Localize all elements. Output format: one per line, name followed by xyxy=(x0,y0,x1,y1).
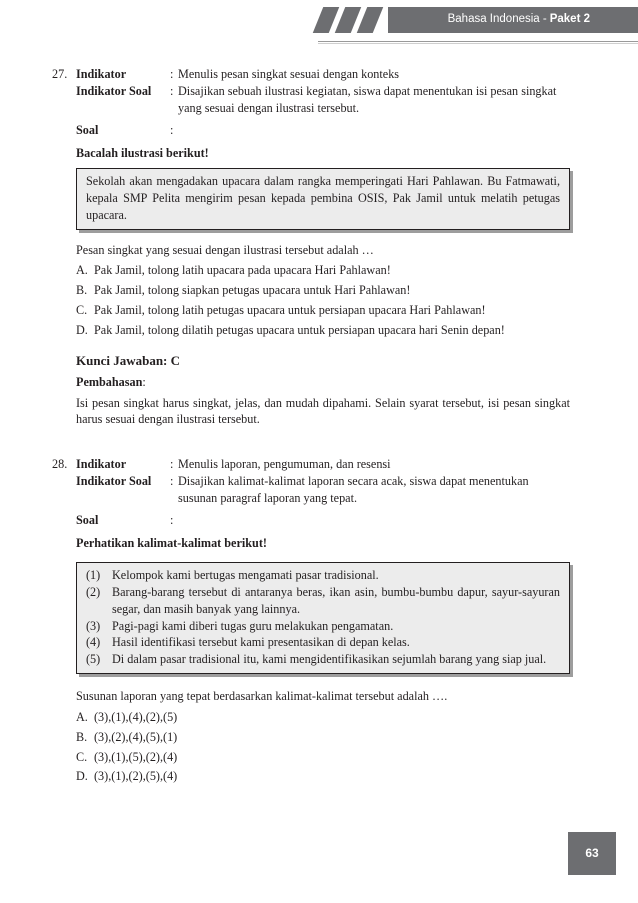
colon: : xyxy=(170,457,174,471)
q28-indikator-soal-row xyxy=(76,473,570,507)
option-c: C. Pak Jamil, tolong latih petugas upacara untuk persiapan upacara Hari Pahlawan! xyxy=(76,303,486,318)
indikator-soal-value: Disajikan kalimat-kalimat laporan secara acak, siswa dapat menentukan susunan paragraf laporan yang tepat. xyxy=(178,473,529,505)
indikator-label: Indikator xyxy=(76,67,127,81)
question-27 xyxy=(52,66,570,428)
indikator-value: Menulis pesan singkat sesuai dengan konteks xyxy=(178,67,400,81)
indikator-soal-value: Disajikan sebuah ilustrasi kegiatan, siswa dapat menentukan isi pesan singkat yang sesuai dengan ilustrasi tersebut. xyxy=(178,83,557,115)
page-number-badge xyxy=(568,832,616,875)
page-number: 63 xyxy=(585,846,599,861)
header-stripe xyxy=(357,7,384,33)
pembahasan-label: Pembahasan: xyxy=(76,374,146,389)
q28-indikator-row xyxy=(52,456,570,473)
q28-prompt: Susunan laporan yang tepat berdasarkan kalimat-kalimat tersebut adalah …. xyxy=(76,689,448,704)
sentence-item: (3) Pagi-pagi kami diberi tugas guru melakukan pengamatan. xyxy=(86,618,394,633)
indikator-soal-label: Indikator Soal xyxy=(76,83,152,98)
header-subject: Bahasa Indonesia - xyxy=(447,13,547,26)
q27-indikator-row xyxy=(52,66,570,83)
colon: : xyxy=(170,123,174,138)
question-number: 27. xyxy=(52,67,68,81)
q28-instruction: Perhatikan kalimat-kalimat berikut! xyxy=(76,536,267,551)
header-rule xyxy=(318,41,638,42)
q27-answer-key: Kunci Jawaban: C xyxy=(76,352,181,368)
option-b: B. Pak Jamil, tolong siapkan petugas upacara untuk Hari Pahlawan! xyxy=(76,283,411,298)
option-d: D. (3),(1),(2),(5),(4) xyxy=(76,769,178,784)
indikator-value: Menulis laporan, pengumuman, dan resensi xyxy=(178,457,391,471)
q27-prompt: Pesan singkat yang sesuai dengan ilustrasi tersebut adalah … xyxy=(76,242,374,257)
q27-options xyxy=(76,262,570,338)
sentence-item: (1) Kelompok kami bertugas mengamati pasar tradisional. xyxy=(86,568,379,583)
colon: : xyxy=(170,67,174,81)
indikator-soal-label: Indikator Soal xyxy=(76,473,152,488)
colon: : xyxy=(170,83,174,98)
page-header xyxy=(0,0,638,44)
colon: : xyxy=(170,513,174,528)
option-d: D. Pak Jamil, tolong dilatih petugas upacara untuk persiapan upacara hari Senin depan! xyxy=(76,322,505,337)
option-b: B. (3),(2),(4),(5),(1) xyxy=(76,729,178,744)
q28-sentences-box xyxy=(76,562,570,674)
option-a: A. Pak Jamil, tolong latih upacara pada upacara Hari Pahlawan! xyxy=(76,263,391,278)
q28-soal-row xyxy=(76,512,570,529)
colon: : xyxy=(170,473,174,488)
q27-pembahasan: Isi pesan singkat harus singkat, jelas, dan mudah dipahami. Selain syarat tersebut, isi pesan singkat harus sesuai dengan ilustrasi tersebut. xyxy=(76,395,570,427)
question-number: 28. xyxy=(52,457,68,471)
q27-illustration-box: Sekolah akan mengadakan upacara dalam rangka memperingati Hari Pahlawan. Bu Fatmawati, kepala SMP Pelita mengirim pesan kepada pembina OSIS, Pak Jamil untuk melatih petugas upacara. xyxy=(76,168,570,229)
sentence-item: (4) Hasil identifikasi tersebut kami presentasikan di depan kelas. xyxy=(86,635,410,650)
header-paket: Paket 2 xyxy=(549,13,590,26)
q27-soal-row xyxy=(76,122,570,139)
indikator-label: Indikator xyxy=(76,457,127,471)
option-a: A. (3),(1),(4),(2),(5) xyxy=(76,709,178,724)
sentence-item: (2) Barang-barang tersebut di antaranya beras, ikan asin, bumbu-bumbu dapur, sayur-sayuran segar, dan masih banyak yang lainnya. xyxy=(86,584,560,616)
q28-options xyxy=(76,709,570,785)
q27-indikator-soal-row xyxy=(76,83,570,117)
sentence-item: (5) Di dalam pasar tradisional itu, kami mengidentifikasikan sejumlah barang yang siap jual. xyxy=(86,652,547,667)
soal-label: Soal xyxy=(76,123,99,138)
header-rule xyxy=(318,43,638,44)
soal-label: Soal xyxy=(76,513,99,528)
header-bar xyxy=(388,7,638,33)
question-28 xyxy=(52,456,570,785)
option-c: C. (3),(1),(5),(2),(4) xyxy=(76,749,178,764)
q27-instruction: Bacalah ilustrasi berikut! xyxy=(76,146,209,161)
